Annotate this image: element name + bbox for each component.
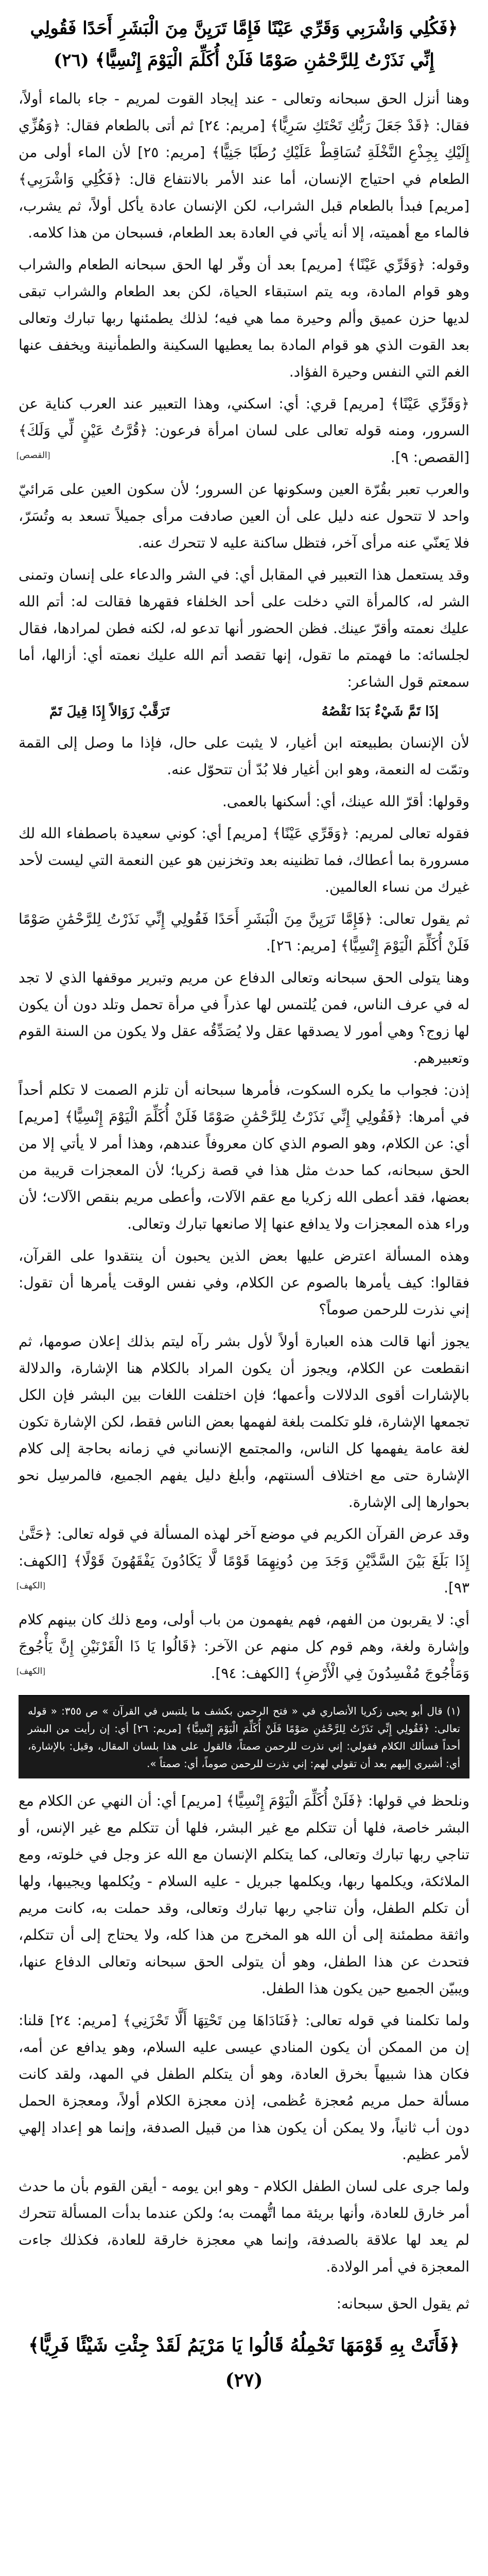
paragraph: وهنا يتولى الحق سبحانه وتعالى الدفاع عن مريم وتبرير موقفها الذي لا تجد له في عرف الناس، فمن يُلتمس لها عذراً في مرأة تحمل وتلد دون أن يكون لها زوج؟ وهي أمور لا يصدقها عقل ولا يُصَدِّقُه عقل ولا يكون من السنة القوم وتعبيرهم. bbox=[19, 969, 469, 1066]
paragraph: ولما جرى على لسان الطفل الكلام - وهو ابن يومه - أيقن القوم بأن ما حدث أمر خارق للعادة، وأنها بريئة مما اتُّهمت به؛ ولكن عندما بدأت المسألة تتحرك لم يعد لها علاقة بالصدفة، وإنما هي معجزة خارقة للعادة، فكذلك جاءت المعجزة في أمر الولادة. bbox=[19, 2178, 469, 2275]
poem-hemistich-left: تَرَقَّبْ زَوَالاً إِذَا قِيلَ تَمّ bbox=[49, 704, 170, 719]
poem-verse bbox=[19, 701, 469, 722]
commentary-body bbox=[16, 86, 469, 1687]
footnote: (١) قال أبو يحيى زكريا الأنصاري في « فتح الرحمن بكشف ما يلتبس في القرآن » ص ٣٥٥: « قوله تعالى: ﴿فَقُولِي إِنِّي نَذَرْتُ لِلرَّحْمَٰنِ صَوْمًا فَلَنْ أُكَلِّمَ الْيَوْمَ إِنْسِيًّا﴾ [مريم: ٢٦] أي: إن رأيت من البشر أحداً فسألك الكلام فقولي: إني نذرت للرحمن صمتاً، فالقول على هذا بلسان المقال، وقيل: بالإشارة، أي: أشيري إليهم بعد أن تقولي لهم: إني نذرت للرحمن صوماً، أي: صمتاً ». bbox=[19, 1696, 469, 1778]
paragraph: وقولها: أقرّ الله عينك، أي: أسكنها بالعمى. bbox=[222, 793, 469, 810]
paragraph: ولما تكلمنا في قوله تعالى: ﴿فَنَادَاهَا مِن تَحْتِهَا أَلَّا تَحْزَنِي﴾ [مريم: ٢٤] قلنا: إن من الممكن أن يكون المنادي عيسى عليه السلام، وهو يدافع عن أمه، فكان هذا شبيهاً بخرق العادة، وهو أن يتكلم الطفل في المهد، ولقد كانت مسألة حمل مريم مُعجزة عُظمى، إذن معجزة الكلام أولاً، ومعجزة الحمل دون أب ثانياً، ولا يمكن أن يكون هذا من قبيل الصدفة، وإنما هو إعداد إلهي لأمر عظيم. bbox=[19, 2012, 469, 2163]
paragraph: أي: لا يقربون من الفهم، فهم يفهمون من باب أولى، ومع ذلك كان بينهم كلام وإشارة ولغة، وهم قوم كل منهم عن الآخر: ﴿قَالُوا يَا ذَا الْقَرْنَيْنِ إِنَّ يَأْجُوجَ وَمَأْجُوجَ مُفْسِدُونَ فِي الْأَرْضِ﴾ [الكهف: ٩٤]. [الكهف] bbox=[19, 1606, 469, 1687]
margin-marker: [الكهف] bbox=[16, 1581, 46, 1590]
paragraph: إذن: فجواب ما يكره السكوت، فأمرها سبحانه أن تلزم الصمت لا تكلم أحداً في أمرها: ﴿فَقُولِي إِنِّي نَذَرْتُ لِلرَّحْمَٰنِ صَوْمًا فَلَنْ أُكَلِّمَ الْيَوْمَ إِنْسِيًّا﴾ [مريم] أي: عن الكلام، وهو الصوم الذي كان معروفاً عندهم، وهذا أمر لا يأتي إلا من الحق سبحانه، كما حدث مثل هذا في قصة زكريا؛ لأن المعجزات قريبة من بعضها، فقد أعطى الله زكريا مع عقم الآلات، وأعطى مريم بنقص الآلات؛ لأن وراء هذه المعجزات ولا يدافع عنها إلا صانعها تبارك وتعالى. bbox=[19, 1081, 469, 1232]
paragraph: وقد يستعمل هذا التعبير في المقابل أي: في الشر والدعاء على إنسان وتمنى الشر له، كالمرأة التي دخلت على أحد الخلفاء فقهرها فقالت له: أتم الله عليك نعمته وأقرّ عينك. فظن الحضور أنها تدعو له، لكنه فطن لمرادها، فقال لجلسائه: ما فهمتم ما تقول، إنها تقصد أتم الله عليك نعمته أي: أزالها، أما سمعتم قول الشاعر: bbox=[19, 566, 469, 690]
commentary-continued bbox=[19, 1788, 469, 2280]
paragraph: ﴿وَقَرِّي عَيْنًا﴾ [مريم] قري: أي: اسكني، وهذا التعبير عند العرب كناية عن السرور، ومنه قوله تعالى على لسان امرأة فرعون: ﴿قُرَّتُ عَيْنٍ لِّي وَلَكَ﴾ [القصص: ٩]. [القصص] bbox=[19, 391, 469, 471]
poem-hemistich-right: إذَا تَمَّ شَيْءٌ بَدَا نَقْصُهُ bbox=[321, 704, 439, 719]
margin-marker: [القصص] bbox=[16, 450, 50, 460]
paragraph: وقوله: ﴿وَقَرِّي عَيْنًا﴾ [مريم] بعد أن وفّر لها الحق سبحانه الطعام والشراب وهو قوام المادة، وبه يتم استبقاء الحياة، لكن بعد الطعام والشراب تبقى لديها حزن عميق وألم وحيرة مما هي فيه؛ لذلك يطمئنها ربها تبارك وتعالى بعد القوت الذي هو قوام المادة بما يعطيها السكينة والطمأنينة ويخفف عنها الغم التي النفس وحيرة الفؤاد. bbox=[19, 256, 469, 380]
paragraph: فقوله تعالى لمريم: ﴿وَقَرِّي عَيْنًا﴾ [مريم] أي: كوني سعيدة باصطفاء الله لك مسرورة بما أعطاك، فما تظنينه بعد وتخزنين هو عين النعمة التي ليست لأحد غيرك من نساء العالمين. bbox=[19, 825, 469, 895]
paragraph: وهنا أنزل الحق سبحانه وتعالى - عند إيجاد القوت لمريم - جاء بالماء أولاً، فقال: ﴿قَدْ جَعَلَ رَبُّكِ تَحْتَكِ سَرِيًّا﴾ [مريم: ٢٤] ثم أتى بالطعام فقال: ﴿وَهُزِّي إِلَيْكِ بِجِذْعِ النَّخْلَةِ تُسَاقِطْ عَلَيْكِ رُطَبًا جَنِيًّا﴾ [مريم: ٢٥] لأن الماء أولى من الطعام في احتياج الإنسان، أما عند الأمر بالانتفاع قال: ﴿فَكُلِي وَاشْرَبِي﴾ [مريم] فبدأ بالطعام قبل الشراب، لكن الإنسان عادة يأكل أولاً، ثم يشرب، فالماء مع أهميته، إلا أنه يأتي في العادة بعد الطعام، فسبحان من هذا كلامه. bbox=[19, 90, 469, 241]
paragraph: وقد عرض القرآن الكريم في موضع آخر لهذه المسألة في قوله تعالى: ﴿حَتَّىٰ إِذَا بَلَغَ بَيْنَ السَّدَّيْنِ وَجَدَ مِن دُونِهِمَا قَوْمًا لَّا يَكَادُونَ يَفْقَهُونَ قَوْلًا﴾ [الكهف: ٩٣]. [الكهف] bbox=[19, 1521, 469, 1601]
closing-line: ثم يقول الحق سبحانه: bbox=[336, 2295, 469, 2312]
paragraph: والعرب تعبر بقُرّة العين وسكونها عن السرور؛ لأن سكون العين على مَرائيّ واحد لا تتحول عنه دليل على أن العين صادفت مرأى جميلاً تسعد به وتُسَرّ، فلا يَعنّي عنه مرأى آخر، فتظل ساكنة عليه لا تتحرك عنه. bbox=[19, 481, 469, 551]
verse-heading: ﴿فَكُلِي وَاشْرَبِي وَقَرِّي عَيْنًا فَإِمَّا تَرَيِنَّ مِنَ الْبَشَرِ أَحَدًا فَقُولِي إِنِّي نَذَرْتُ لِلرَّحْمَٰنِ صَوْمًا فَلَنْ أُكَلِّمَ الْيَوْمَ إِنْسِيًّا﴾ (٢٦) bbox=[30, 18, 458, 71]
paragraph: وهذه المسألة اعترض عليها بعض الذين يحبون أن ينتقدوا على القرآن، فقالوا: كيف يأمرها بالصوم عن الكلام، وفي نفس الوقت يأمرها أن تقول: إني نذرت للرحمن صوماً؟ bbox=[19, 1247, 469, 1318]
paragraph: ثم يقول تعالى: ﴿فَإِمَّا تَرَيِنَّ مِنَ الْبَشَرِ أَحَدًا فَقُولِي إِنِّي نَذَرْتُ لِلرَّحْمَٰنِ صَوْمًا فَلَنْ أُكَلِّمَ الْيَوْمَ إِنْسِيًّا﴾ [مريم: ٢٦]. bbox=[19, 910, 469, 954]
paragraph: يجوز أنها قالت هذه العبارة أولاً لأول بشر رآه ليتم بذلك إعلان صومها، ثم انقطعت عن الكلام، ويجوز أن يكون المراد بالكلام هنا الإشارة، والدلالة بالإشارات أقوى الدلالات وأعمها؛ فإن اختلفت اللغات بين البشر فإن الكل تجمعها الإشارة، فلو تكلمت بلغة لفهمها بعض الناس فقط، لكن الإشارة تكون لغة عامة يفهمها كل الناس، والمجتمع الإنساني في زمانه بحاجة إلى كلام الإشارة حتى مع اختلاف ألسنتهم، وأبلغ دليل يفهم الجميع، فالمرسِل نحو بحوارها إلى الإشارة. bbox=[19, 1333, 469, 1511]
paragraph: ونلحظ في قولها: ﴿فَلَنْ أُكَلِّمَ الْيَوْمَ إِنْسِيًّا﴾ [مريم] أي: أن النهي عن الكلام مع البشر خاصة، فلها أن تتكلم مع غير البشر، فلها أن تتكلم مع غير الإنس، أو تناجي ربها تبارك وتعالى، كما يتكلم الإنسان مع الله عز وجل في خلوته، ومع الملائكة، ويكلمها ربها، ويكلمها جبريل - عليه السلام - ويُكلمها ويجيبها، ولها أن تكلم الطفل، وأن تناجي ربها تبارك وتعالى، وقد حملت به، كانت مريم واثقة مطمئنة إلى أن الله هو المخرج من هذا كله، ولا يحتاج إلى أن تتكلم، فتحدث عن هذا الطفل، وهو أن يتولى الحق سبحانه وتعالى الدفاع عنها، ويبيّن الجميع حين يكون هذا الطفل. bbox=[19, 1792, 469, 1997]
paragraph: لأن الإنسان بطبيعته ابن أغيار، لا يثبت على حال، فإذا ما وصل إلى القمة وتمّت له النعمة، وهو ابن أغيار فلا بُدّ أن تتحوّل عنه. bbox=[19, 734, 469, 778]
margin-marker: [الكهف] bbox=[16, 1666, 46, 1676]
verse-ending: ﴿فَأَتَتْ بِهِ قَوْمَهَا تَحْمِلُهُ قَالُوا يَا مَرْيَمُ لَقَدْ جِئْتِ شَيْئًا فَرِيًّا﴾ (٢٧) bbox=[28, 2334, 460, 2391]
